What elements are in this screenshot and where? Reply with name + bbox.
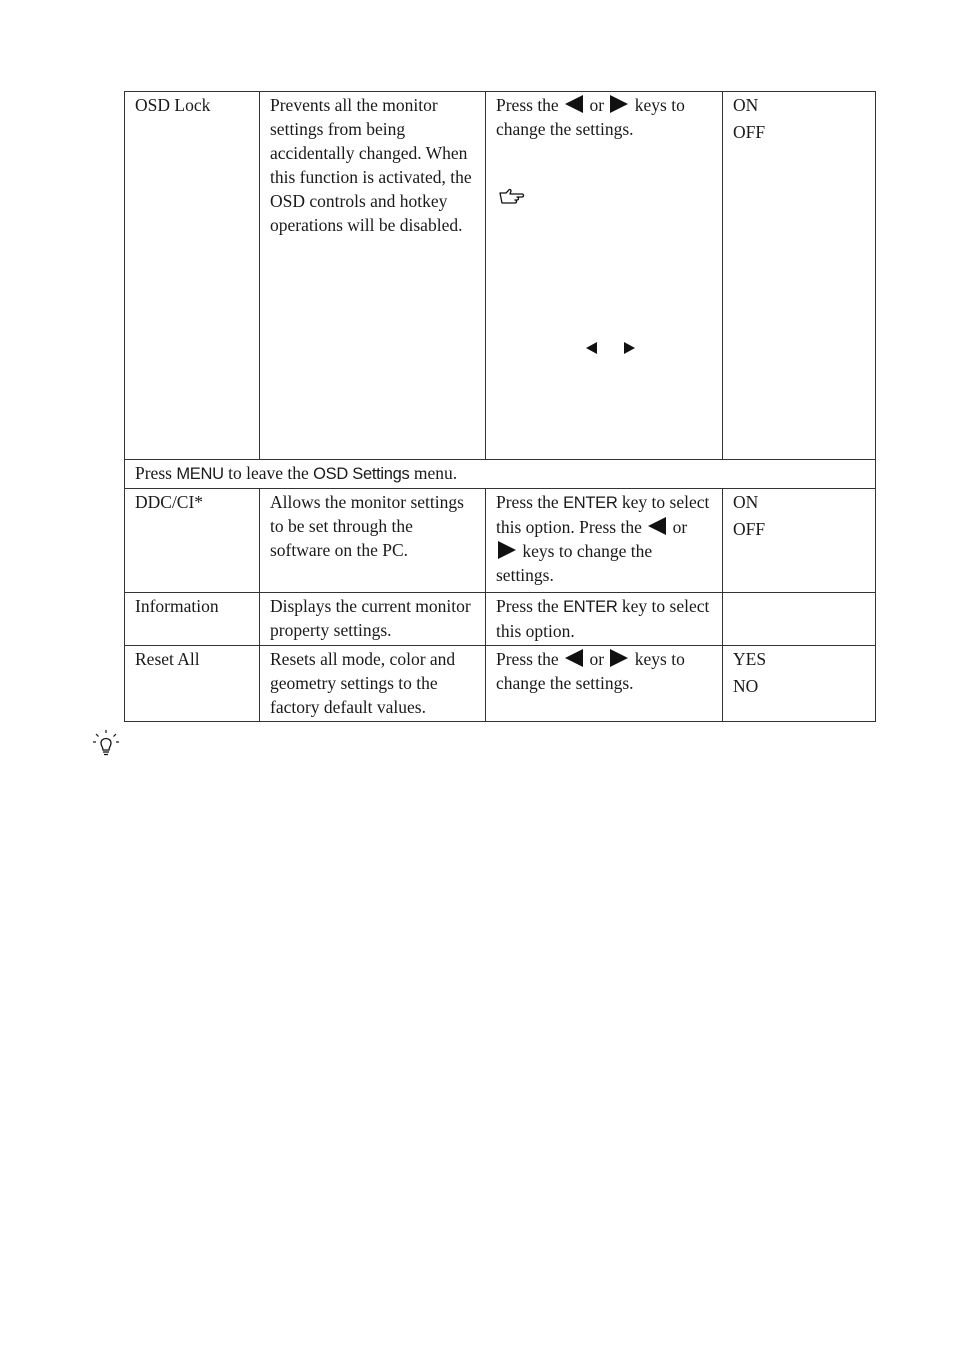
item-function: Prevents all the monitor settings from being accidentally changed. When this function is activated, the OSD controls and hotkey operations will be disabled. (260, 92, 486, 460)
left-arrow-icon (648, 517, 666, 535)
item-name: Information (125, 593, 260, 646)
option-value: YES (733, 649, 767, 669)
table-row (125, 92, 876, 460)
lightbulb-icon (92, 729, 120, 757)
left-arrow-icon (586, 342, 597, 354)
left-arrow-icon (565, 649, 583, 667)
item-function: Resets all mode, color and geometry settings to the factory default values. (260, 646, 486, 722)
item-options (723, 646, 876, 722)
option-value: ON (733, 95, 759, 115)
item-name: Reset All (125, 646, 260, 722)
item-options (723, 489, 876, 593)
hand-pointer-icon (498, 188, 526, 206)
item-options (723, 92, 876, 460)
right-arrow-icon (624, 342, 635, 354)
item-options (723, 593, 876, 646)
table-row (125, 460, 876, 489)
item-operation: Press the or keys to change the settings. (486, 646, 723, 722)
menu-note: Press MENU to leave the OSD Settings menu. (125, 460, 876, 489)
osd-settings-table (124, 91, 876, 722)
table-row (125, 646, 876, 722)
item-function: Allows the monitor settings to be set through the software on the PC. (260, 489, 486, 593)
right-arrow-icon (610, 95, 628, 113)
item-operation: Press the or keys to change the settings. (486, 92, 723, 460)
enter-key: ENTER (563, 598, 618, 616)
right-arrow-icon (610, 649, 628, 667)
menu-key: MENU (176, 465, 224, 483)
osd-settings-label: OSD Settings (313, 465, 410, 483)
right-arrow-icon (498, 541, 516, 559)
item-operation: Press the ENTER key to select this option. Press the or keys to change the settings. (486, 489, 723, 593)
item-function: Displays the current monitor property settings. (260, 593, 486, 646)
left-arrow-icon (565, 95, 583, 113)
option-value: ON (733, 492, 759, 512)
item-name: DDC/CI* (125, 489, 260, 593)
enter-key: ENTER (563, 494, 618, 512)
option-value: OFF (733, 122, 766, 142)
option-value: OFF (733, 519, 766, 539)
option-value: NO (733, 676, 759, 696)
table-row (125, 593, 876, 646)
item-operation: Press the ENTER key to select this option. (486, 593, 723, 646)
item-name: OSD Lock (125, 92, 260, 460)
arrow-keys-graphic (586, 342, 646, 356)
table-row (125, 489, 876, 593)
